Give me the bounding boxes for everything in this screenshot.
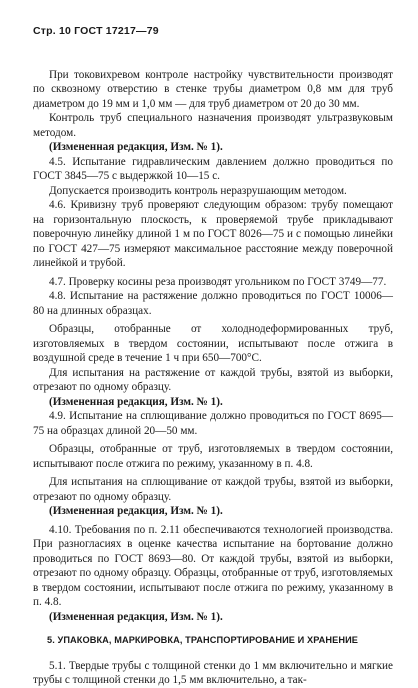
clause-4-7: 4.7. Проверку косины реза производят угольником по ГОСТ 3749—77.	[49, 275, 387, 288]
paragraph: Для испытания на сплющивание от каждой трубы, взятой из выборки, отрезают по одному образцу.	[33, 476, 393, 503]
revision-note: (Измененная редакция, Изм. № 1).	[49, 141, 223, 153]
paragraph: При токовихревом контроле настройку чувствительности производят по сквозному отверстию в стенке трубы диаметром 0,8 мм для труб диаметром до 19 мм и 1,0 мм — для труб диаметром от 20 до 30 мм.	[33, 68, 393, 110]
clause-5-1: 5.1. Твердые трубы с толщиной стенки до 1 мм включительно и мягкие трубы с толщиной стенки до 1,5 мм включительно, а так-	[33, 659, 393, 686]
paragraph: Образцы, отобранные от труб, изготовляемых в твердом состоянии, испытывают после отжига по режиму, указанному в п. 4.8.	[33, 443, 393, 470]
revision-note: (Измененная редакция, Изм. № 1).	[49, 610, 223, 623]
paragraph: Контроль труб специального назначения производят ультразвуковым методом.	[33, 112, 393, 139]
section-heading: 5. УПАКОВКА, МАРКИРОВКА, ТРАНСПОРТИРОВАНИЕ И ХРАНЕНИЕ	[47, 635, 359, 645]
clause-4-6: 4.6. Кривизну труб проверяют следующим образом: трубу помещают на горизонтальную плоскость, к проверяемой трубе прикладывают поверочную линейку длиной 1 м по ГОСТ 8026—75 и с помощью линейки по ГОСТ 427—75 измеряют максимальное расстояние между поверочной линейкой и трубой.	[33, 199, 393, 269]
paragraph: Допускается производить контроль неразрушающим методом.	[49, 184, 347, 197]
clause-4-5: 4.5. Испытание гидравлическим давлением должно проводиться по ГОСТ 3845—75 с выдержкой 10—15 с.	[33, 155, 393, 182]
paragraph: Для испытания на растяжение от каждой трубы, взятой из выборки, отрезают по одному образцу.	[33, 366, 393, 393]
revision-note: (Измененная редакция, Изм. № 1).	[49, 505, 223, 517]
revision-note: (Измененная редакция, Изм. № 1).	[49, 395, 223, 408]
clause-4-8: 4.8. Испытание на растяжение должно проводиться по ГОСТ 10006—80 на длинных образцах.	[33, 290, 393, 317]
page-header: Стр. 10 ГОСТ 17217—79	[33, 25, 159, 37]
clause-4-9: 4.9. Испытание на сплющивание должно проводиться по ГОСТ 8695—75 на образцах длиной 20—50 мм.	[33, 410, 393, 437]
clause-4-10: 4.10. Требования по п. 2.11 обеспечиваются технологией производства. При разногласиях в оценке качества испытание на бортование должно проводиться по ГОСТ 8693—80. От каждой трубы, взятой из выборки, отрезают по одному образцу. Образцы, отобранные от труб, изготовляемых в твердом состоянии, испытывают после отжига по режиму, указанному в п. 4.8.	[33, 523, 393, 608]
paragraph: Образцы, отобранные от холоднодеформированных труб, изготовляемых в твердом состоянии, испытывают после отжига в воздушной среде в течение 1 ч при 650—700°С.	[33, 323, 393, 364]
